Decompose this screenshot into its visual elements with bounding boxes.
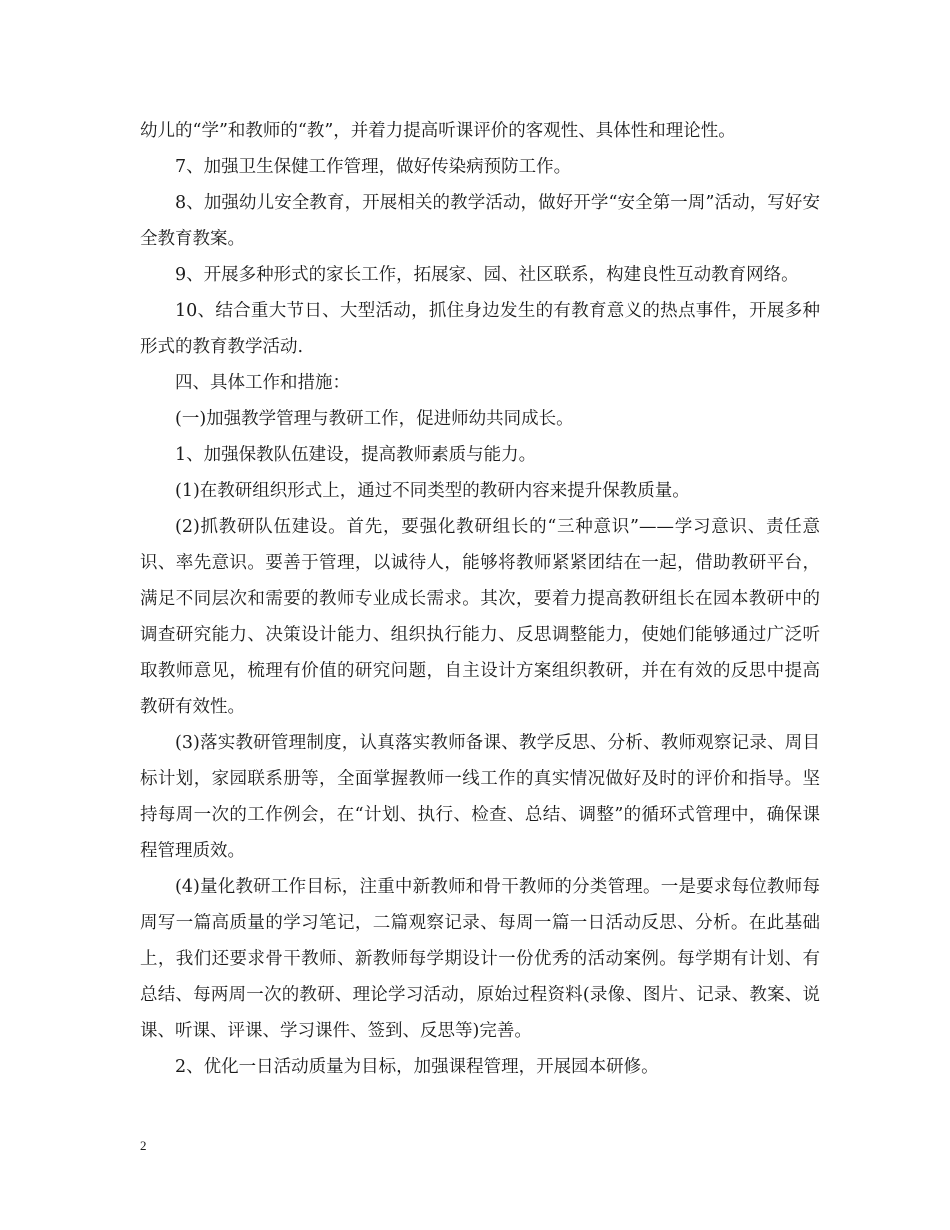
paragraph-item-10: 10、结合重大节日、大型活动，抓住身边发生的有教育意义的热点事件，开展多种形式的教育教学活动. <box>140 301 820 357</box>
paragraph-point-2: 2、优化一日活动质量为目标，加强课程管理，开展园本研修。 <box>175 1057 659 1077</box>
paragraph-subpoint-1: (1)在教研组织形式上，通过不同类型的教研内容来提升保教质量。 <box>175 481 690 501</box>
paragraph-item-9: 9、开展多种形式的家长工作，拓展家、园、社区联系，构建良性互动教育网络。 <box>175 265 799 285</box>
paragraph-continuation: 幼儿的“学”和教师的“教”，并着力提高听课评价的客观性、具体性和理论性。 <box>140 121 736 141</box>
paragraph-subpoint-2: (2)抓教研队伍建设。首先，要强化教研组长的“三种意识”——学习意识、责任意识、率先意识。要善于管理，以诚待人，能够将教师紧紧团结在一起，借助教研平台，满足不同层次和需要的教师专业成长需求。其次，要着力提高教研组长在园本教研中的调查研究能力、决策设计能力、组织执行能力、反思调整能力，使她们能够通过广泛听取教师意见，梳理有价值的研究问题，自主设计方案组织教研，并在有效的反思中提高教研有效性。 <box>140 517 820 717</box>
paragraph-item-7: 7、加强卫生保健工作管理，做好传染病预防工作。 <box>175 157 572 177</box>
subsection-heading-1: (一)加强教学管理与教研工作，促进师幼共同成长。 <box>175 409 574 429</box>
page-number: 2 <box>140 1138 147 1153</box>
document-body <box>140 113 820 1085</box>
paragraph-subpoint-4: (4)量化教研工作目标，注重中新教师和骨干教师的分类管理。一是要求每位教师每周写一篇高质量的学习笔记，二篇观察记录、每周一篇一日活动反思、分析。在此基础上，我们还要求骨干教师、新教师每学期设计一份优秀的活动案例。每学期有计划、有总结、每两周一次的教研、理论学习活动，原始过程资料(录像、图片、记录、教案、说课、听课、评课、学习课件、签到、反思等)完善。 <box>140 877 820 1041</box>
paragraph-point-1: 1、加强保教队伍建设，提高教师素质与能力。 <box>175 445 537 465</box>
section-heading-4: 四、具体工作和措施： <box>175 373 350 393</box>
paragraph-subpoint-3: (3)落实教研管理制度，认真落实教师备课、教学反思、分析、教师观察记录、周目标计划，家园联系册等，全面掌握教师一线工作的真实情况做好及时的评价和指导。坚持每周一次的工作例会，在“计划、执行、检查、总结、调整”的循环式管理中，确保课程管理质效。 <box>140 733 820 861</box>
paragraph-item-8: 8、加强幼儿安全教育，开展相关的教学活动，做好开学“安全第一周”活动，写好安全教育教案。 <box>140 193 820 249</box>
